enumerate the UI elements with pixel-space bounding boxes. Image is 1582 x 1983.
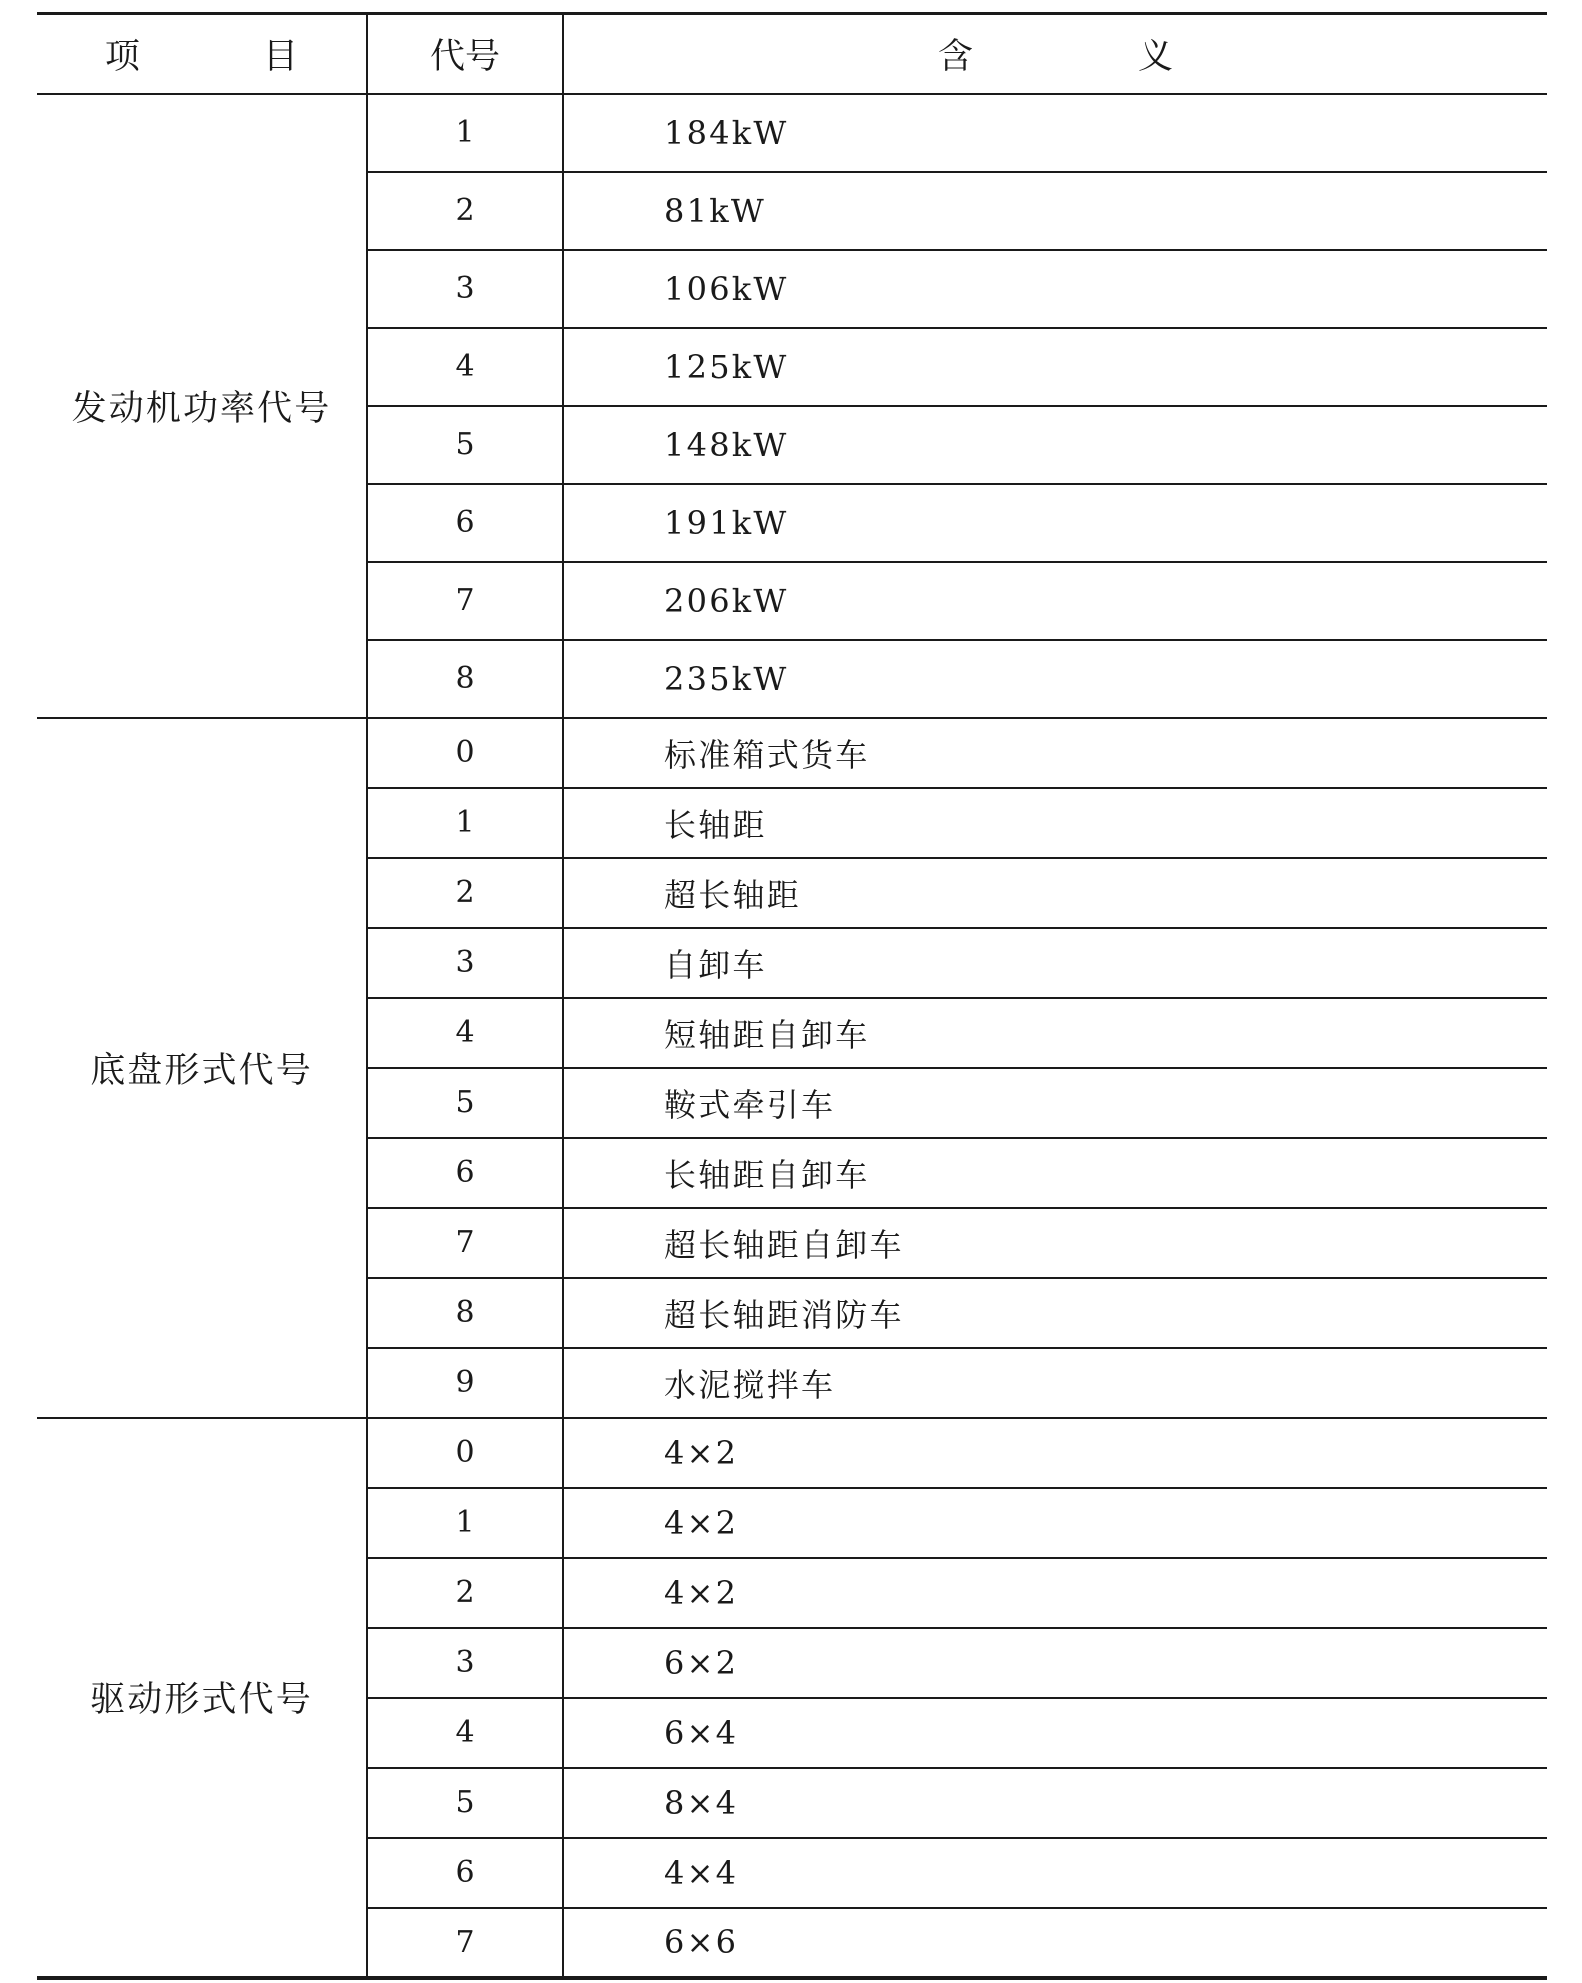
meaning-cell: 超长轴距自卸车 [563,1208,1547,1278]
meaning-cell: 81kW [563,172,1547,250]
meaning-cell: 4×2 [563,1488,1547,1558]
meaning-cell: 超长轴距消防车 [563,1278,1547,1348]
code-cell: 8 [367,640,563,718]
header-item: 项 目 [37,14,367,94]
code-cell: 5 [367,1068,563,1138]
code-cell: 6 [367,484,563,562]
code-cell: 4 [367,328,563,406]
code-cell: 2 [367,172,563,250]
code-cell: 6 [367,1138,563,1208]
code-cell: 6 [367,1838,563,1908]
meaning-cell: 106kW [563,250,1547,328]
vehicle-code-table [37,12,1547,1980]
code-cell: 4 [367,1698,563,1768]
table-row [37,1418,1547,1488]
meaning-cell: 4×4 [563,1838,1547,1908]
meaning-cell: 148kW [563,406,1547,484]
code-cell: 1 [367,94,563,172]
meaning-cell: 鞍式牵引车 [563,1068,1547,1138]
drive-type-section [37,1418,1547,1978]
meaning-cell: 6×4 [563,1698,1547,1768]
code-cell: 0 [367,1418,563,1488]
code-cell: 2 [367,858,563,928]
chassis-type-section [37,718,1547,1418]
code-cell: 9 [367,1348,563,1418]
meaning-cell: 6×6 [664,1923,739,1961]
header-row [37,14,1547,94]
code-cell: 7 [367,1908,563,1978]
engine-power-section [37,94,1547,718]
code-cell: 4 [367,998,563,1068]
code-cell: 5 [367,406,563,484]
code-cell: 1 [367,788,563,858]
code-cell: 2 [367,1558,563,1628]
meaning-cell: 4×2 [563,1418,1547,1488]
meaning-cell: 8×4 [563,1768,1547,1838]
code-cell: 5 [367,1768,563,1838]
meaning-cell: 长轴距 [563,788,1547,858]
code-cell: 3 [367,250,563,328]
meaning-cell: 184kW [563,94,1547,172]
code-cell: 0 [367,718,563,788]
code-cell: 3 [367,928,563,998]
meaning-cell: 自卸车 [563,928,1547,998]
meaning-cell: 6×2 [563,1628,1547,1698]
table-row [37,94,1547,172]
code-cell: 8 [367,1278,563,1348]
meaning-cell: 206kW [563,562,1547,640]
group-label-chassis-type: 底盘形式代号 [37,718,367,1418]
meaning-cell: 长轴距自卸车 [563,1138,1547,1208]
meaning-cell: 水泥搅拌车 [664,1365,836,1404]
header-code: 代号 [367,14,563,94]
meaning-cell: 短轴距自卸车 [563,998,1547,1068]
meaning-cell: 191kW [563,484,1547,562]
header-meaning: 含 义 [563,14,1547,94]
code-cell: 7 [367,562,563,640]
meaning-cell: 235kW [664,659,789,698]
meaning-cell: 标准箱式货车 [563,718,1547,788]
meaning-cell: 125kW [563,328,1547,406]
group-label-engine-power: 发动机功率代号 [37,94,367,718]
meaning-cell: 4×2 [563,1558,1547,1628]
code-cell: 1 [367,1488,563,1558]
group-label-drive-type: 驱动形式代号 [37,1418,367,1978]
meaning-cell: 超长轴距 [563,858,1547,928]
code-cell: 7 [367,1208,563,1278]
table-row [37,718,1547,788]
code-cell: 3 [367,1628,563,1698]
